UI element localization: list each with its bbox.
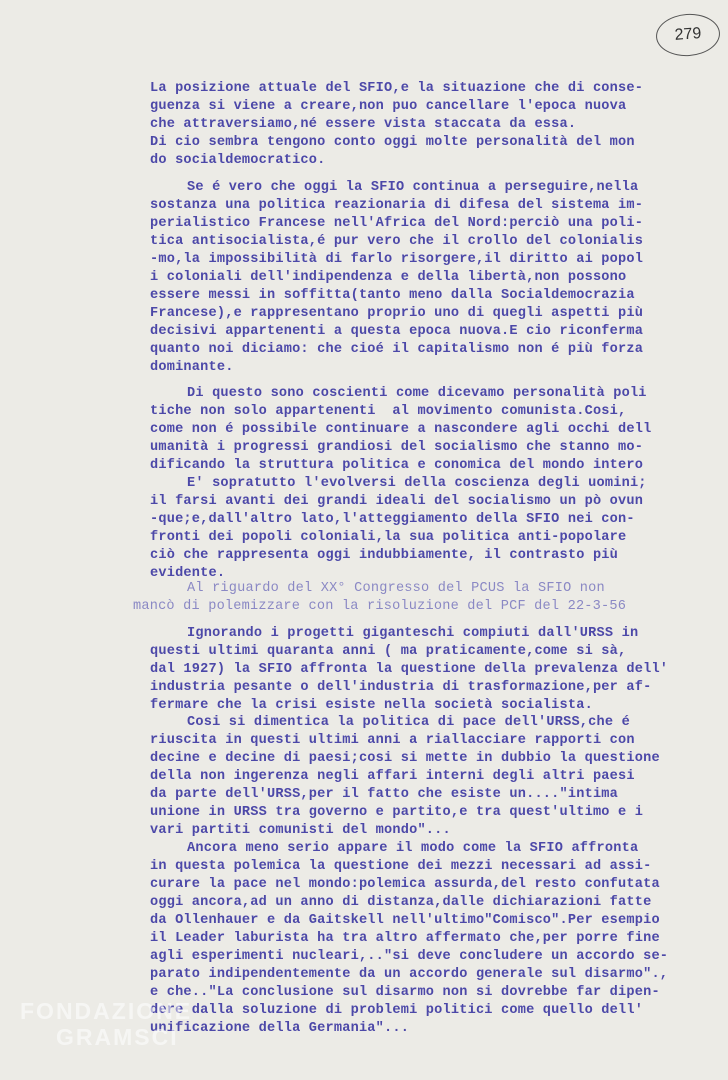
text-line: parato indipendentemente da un accordo generale sul disarmo"., — [150, 967, 669, 982]
text-line: fermare che la crisi esiste nella società socialista. — [150, 698, 593, 713]
text-line: Cosi si dimentica la politica di pace dell'URSS,che é — [187, 715, 630, 730]
text-line: Se é vero che oggi la SFIO continua a perseguire,nella — [187, 180, 639, 195]
page-number-stamp: 279 — [655, 12, 722, 58]
text-line: da Ollenhauer e da Gaitskell nell'ultimo"Comisco".Per esempio — [150, 913, 660, 928]
text-line: essere messi in soffitta(tanto meno dalla Socialdemocrazia — [150, 288, 635, 303]
text-line: -que;e,dall'altro lato,l'atteggiamento della SFIO nei con- — [150, 512, 635, 527]
text-line: agli esperimenti nucleari,.."si deve concludere un accordo se- — [150, 949, 669, 964]
text-line: decisivi appartenenti a questa epoca nuova.E cio riconferma — [150, 324, 644, 339]
text-line: questi ultimi quaranta anni ( ma praticamente,come si sà, — [150, 644, 627, 659]
text-line: tica antisocialista,é pur vero che il crollo del colonialis — [150, 234, 644, 249]
text-line: riuscita in questi ultimi anni a riallacciare rapporti con — [150, 733, 635, 748]
text-line: E' sopratutto l'evolversi della coscienza degli uomini; — [187, 476, 647, 491]
text-line: unione in URSS tra governo e partito,e tra quest'ultimo e i — [150, 805, 644, 820]
text-line: decine e decine di paesi;cosi si mette in dubbio la questione — [150, 751, 660, 766]
text-line: come non é possibile continuare a nascondere agli occhi dell — [150, 422, 652, 437]
text-line: dere dalla soluzione di problemi politici come quello dell' — [150, 1003, 644, 1018]
text-line: che attraversiamo,né essere vista staccata da essa. — [150, 117, 577, 132]
text-line: il Leader laburista ha tra altro affermato che,per porre fine — [150, 931, 660, 946]
text-line: curare la pace nel mondo:polemica assurda,del resto confutata — [150, 877, 660, 892]
text-line: umanità i progressi grandiosi del socialismo che stanno mo- — [150, 440, 644, 455]
text-line: Di cio sembra tengono conto oggi molte personalità del mon — [150, 135, 635, 150]
text-line: La posizione attuale del SFIO,e la situazione che di conse- — [150, 81, 644, 96]
text-line: da parte dell'URSS,per il fatto che esiste un...."intima — [150, 787, 619, 802]
text-line: -mo,la impossibilità di farlo risorgere,il diritto ai popol — [150, 252, 644, 267]
text-line: ciò che rappresenta oggi indubbiamente, il contrasto più — [150, 548, 619, 563]
text-line: Francese),e rappresentano proprio uno di quegli aspetti più — [150, 306, 644, 321]
text-line: fronti dei popoli coloniali,la sua politica anti-popolare — [150, 530, 627, 545]
text-line: della non ingerenza negli affari interni degli altri paesi — [150, 769, 635, 784]
section-heading-line: mancò di polemizzare con la risoluzione del PCF del 22-3-56 — [133, 599, 627, 614]
text-line: tiche non solo appartenenti al movimento comunista.Cosi, — [150, 404, 627, 419]
text-line: unificazione della Germania"... — [150, 1021, 410, 1036]
text-line: Ancora meno serio appare il modo come la SFIO affronta — [187, 841, 639, 856]
archive-watermark — [20, 998, 192, 1050]
text-line: do socialdemocratico. — [150, 153, 326, 168]
text-line: quanto noi diciamo: che cioé il capitalismo non é più forza — [150, 342, 644, 357]
text-line: in questa polemica la questione dei mezzi necessari ad assi- — [150, 859, 652, 874]
text-line: vari partiti comunisti del mondo"... — [150, 823, 451, 838]
text-line: i coloniali dell'indipendenza e della libertà,non possono — [150, 270, 627, 285]
text-line: e che.."La conclusione sul disarmo non si dovrebbe far dipen- — [150, 985, 660, 1000]
text-line: industria pesante o dell'industria di trasformazione,per af- — [150, 680, 652, 695]
text-line: Di questo sono coscienti come dicevamo personalità poli — [187, 386, 647, 401]
text-line: il farsi avanti dei grandi ideali del socialismo un pò ovun — [150, 494, 644, 509]
text-line: sostanza una politica reazionaria di difesa del sistema im- — [150, 198, 644, 213]
text-line: oggi ancora,ad un anno di distanza,dalle dichiarazioni fatte — [150, 895, 652, 910]
text-line: Ignorando i progetti giganteschi compiuti dall'URSS in — [187, 626, 639, 641]
watermark-line: FONDAZIONE — [20, 998, 193, 1024]
section-heading-line: Al riguardo del XX° Congresso del PCUS la SFIO non — [187, 581, 605, 596]
text-line: dificando la struttura politica e conomica del mondo intero — [150, 458, 644, 473]
watermark-line: GRAMSCI — [56, 1024, 179, 1050]
text-line: evidente. — [150, 566, 226, 581]
text-line: dal 1927) la SFIO affronta la questione della prevalenza dell' — [150, 662, 669, 677]
text-line: guenza si viene a creare,non puo cancellare l'epoca nuova — [150, 99, 627, 114]
text-line: perialistico Francese nell'Africa del Nord:perciò una poli- — [150, 216, 644, 231]
text-line: dominante. — [150, 360, 234, 375]
